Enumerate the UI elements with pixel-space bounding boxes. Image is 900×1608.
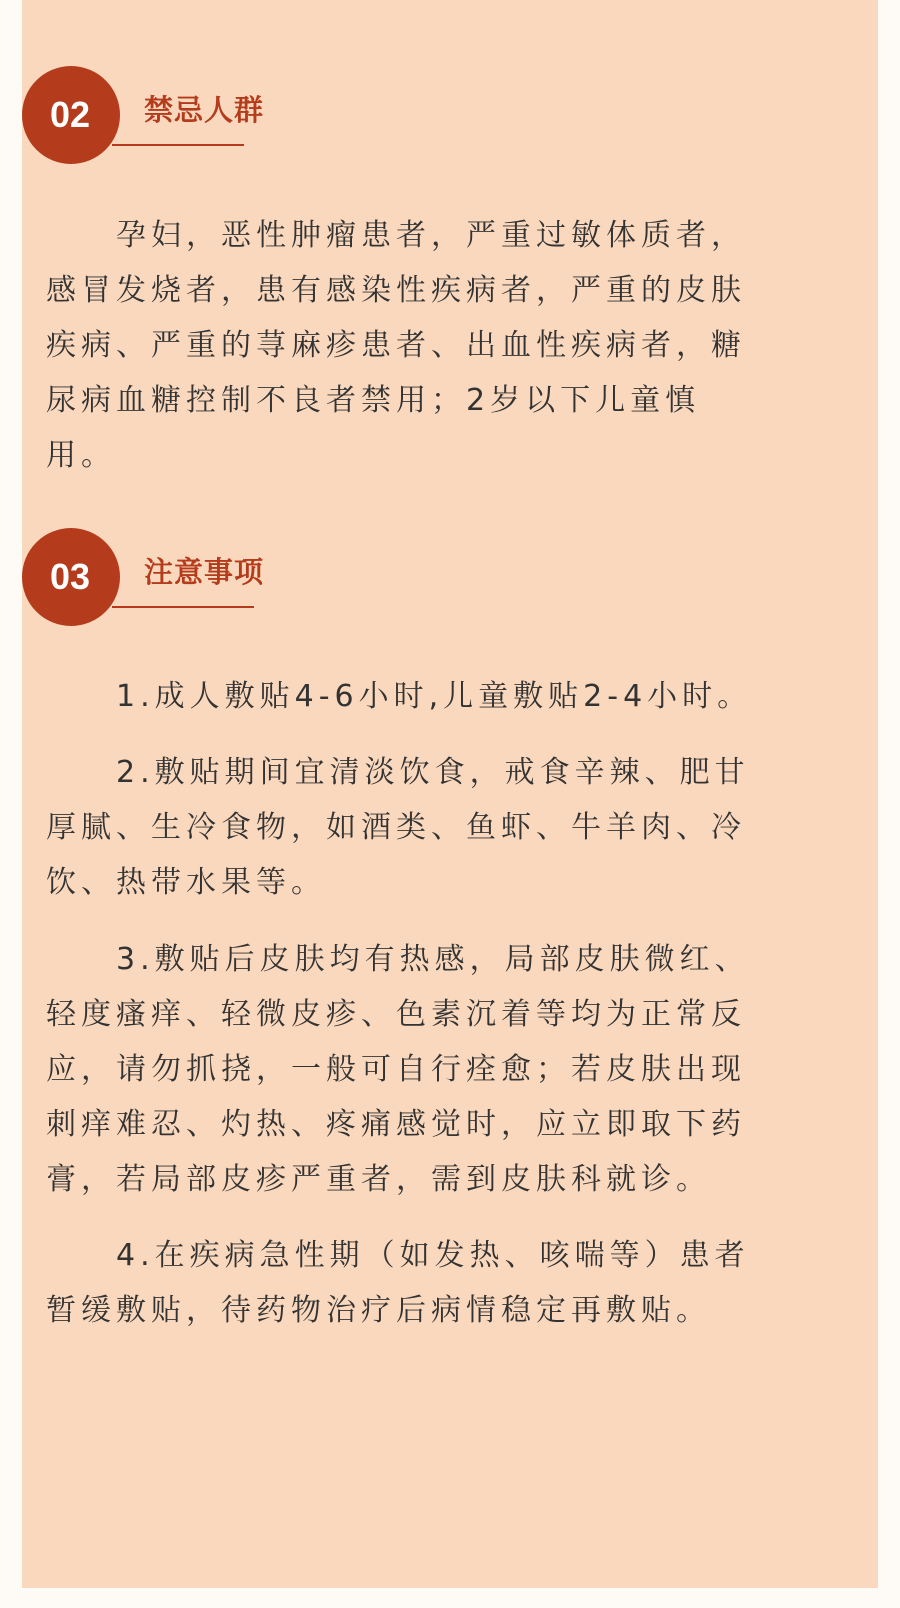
precaution-item-4: 4.在疾病急性期（如发热、咳喘等）患者 暂缓敷贴，待药物治疗后病情稳定再敷贴。: [46, 1238, 750, 1328]
section-title-underline: [112, 144, 244, 146]
section-title: 注意事项: [144, 555, 265, 589]
section-title-underline: [112, 606, 254, 608]
section-number-badge: 03: [22, 528, 120, 626]
section-title: 禁忌人群: [144, 93, 265, 127]
section-number-badge: 02: [22, 66, 120, 164]
precaution-item-1: 1.成人敷贴4-6小时,儿童敷贴2-4小时。: [116, 679, 753, 714]
precaution-item-2: 2.敷贴期间宜清淡饮食，戒食辛辣、肥甘 厚腻、生冷食物，如酒类、鱼虾、牛羊肉、冷 饮、热带水果等。: [46, 755, 750, 900]
contraindications-paragraph: 孕妇，恶性肿瘤患者，严重过敏体质者， 感冒发烧者，患有感染性疾病者，严重的皮肤 疾病、严重的荨麻疹患者、出血性疾病者，糖 尿病血糖控制不良者禁用；2岁以下儿童慎 用。: [46, 218, 746, 473]
content-card: [22, 0, 878, 1588]
precaution-item-3: 3.敷贴后皮肤均有热感，局部皮肤微红、 轻度瘙痒、轻微皮疹、色素沉着等均为正常反 应，请勿抓挠，一般可自行痊愈；若皮肤出现 刺痒难忍、灼热、疼痛感觉时，应立即取下药 膏，若局部皮疹严重者，需到皮肤科就诊。: [46, 942, 750, 1197]
section-header-precautions: [22, 528, 422, 638]
section-header-contraindications: [22, 66, 422, 176]
